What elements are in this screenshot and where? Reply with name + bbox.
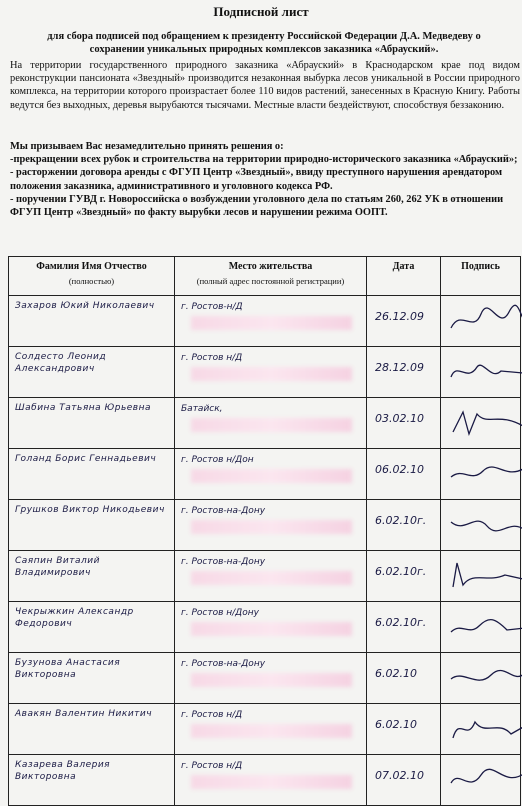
header-address-label: Место жительства — [228, 261, 313, 272]
signer-date: 6.02.10 — [375, 667, 417, 680]
cell-address — [175, 398, 367, 449]
cell-date — [367, 551, 441, 602]
appeal-item-1: -прекращении всех рубок и строительства на территории природно-исторического заказника «Абрауский»; — [10, 154, 518, 166]
table-row — [9, 704, 521, 755]
cell-name — [9, 296, 175, 347]
cell-name — [9, 551, 175, 602]
signer-address: г. Ростов-на-Дону — [181, 506, 266, 516]
redaction-mark — [191, 469, 352, 483]
header-name-label: Фамилия Имя Отчество — [36, 261, 147, 272]
cell-date — [367, 398, 441, 449]
signer-name: Саяпин Виталий Владимирович — [15, 556, 100, 578]
cell-signature — [441, 500, 521, 551]
table-row — [9, 755, 521, 806]
cell-signature — [441, 704, 521, 755]
handwritten-signature — [447, 559, 522, 593]
redaction-mark — [191, 418, 352, 432]
body-paragraph: На территории государственного природного заказника «Абрауский» в Краснодарском крае под видом реконструкции пансионата «Звездный» производится незаконная выбурка лесов уникальной в России природного комплекса, на территории которого произрастает более 110 видов растений, занесенных в Красную Книгу. Работы ведутся без выходных, деревья вырубаются тысячами. Местные власти бездействуют, способствуя беззаконию. — [10, 60, 520, 111]
table-row — [9, 296, 521, 347]
cell-name — [9, 602, 175, 653]
signer-name: Казарева Валерия Викторовна — [15, 760, 111, 782]
signer-name: Шабина Татьяна Юрьевна — [15, 403, 152, 413]
signer-name: Авакян Валентин Никитич — [15, 709, 153, 719]
redaction-mark — [191, 571, 352, 585]
signer-date: 06.02.10 — [375, 463, 424, 476]
handwritten-signature — [447, 406, 522, 440]
signer-date: 6.02.10г. — [375, 616, 427, 629]
header-name-sub: (полностью) — [68, 276, 115, 286]
cell-signature — [441, 449, 521, 500]
cell-name — [9, 347, 175, 398]
document-subtitle — [10, 30, 518, 56]
table-row — [9, 500, 521, 551]
cell-name — [9, 653, 175, 704]
cell-name — [9, 704, 175, 755]
signer-address: г. Ростов н/Дону — [181, 608, 259, 618]
signer-date: 07.02.10 — [375, 769, 424, 782]
cell-name — [9, 398, 175, 449]
appeal-intro: Мы призываем Вас незамедлительно принять решения о: — [10, 141, 284, 152]
appeal-block — [10, 140, 520, 219]
header-signature: Подпись — [441, 257, 521, 296]
signer-date: 6.02.10 — [375, 718, 417, 731]
signer-name: Захаров Юкий Николаевич — [15, 301, 155, 311]
cell-address — [175, 296, 367, 347]
cell-signature — [441, 755, 521, 806]
handwritten-signature — [447, 304, 522, 338]
signer-address: г. Ростов н/Д — [181, 710, 243, 720]
table-row — [9, 551, 521, 602]
cell-address — [175, 704, 367, 755]
signer-address: г. Ростов н/Д — [181, 761, 243, 771]
handwritten-signature — [447, 763, 522, 797]
redaction-mark — [191, 775, 352, 789]
cell-date — [367, 347, 441, 398]
cell-date — [367, 500, 441, 551]
cell-signature — [441, 398, 521, 449]
signer-date: 28.12.09 — [375, 361, 424, 374]
signer-address: г. Ростов н/Д — [181, 353, 243, 363]
header-date: Дата — [367, 257, 441, 296]
cell-name — [9, 755, 175, 806]
cell-date — [367, 449, 441, 500]
appeal-item-2: - расторжении договора аренды с ФГУП Центр «Звездный», ввиду преступного нарушения арендатором положения заказника, административного и уголовного кодекса РФ. — [10, 167, 503, 192]
cell-signature — [441, 602, 521, 653]
signer-name: Голанд Борис Геннадьевич — [15, 454, 157, 464]
signer-address: г. Ростов-на-Дону — [181, 557, 266, 567]
signer-date: 6.02.10г. — [375, 565, 427, 578]
header-address-sub: (полный адрес постоянной регистрации) — [196, 276, 345, 286]
cell-signature — [441, 296, 521, 347]
signer-address: Батайск, — [181, 404, 223, 414]
cell-address — [175, 653, 367, 704]
signer-address: г. Ростов н/Дон — [181, 455, 254, 465]
signer-date: 03.02.10 — [375, 412, 424, 425]
table-row — [9, 653, 521, 704]
redaction-mark — [191, 724, 352, 738]
signer-name: Бузунова Анастасия Викторовна — [15, 658, 121, 680]
handwritten-signature — [447, 355, 522, 389]
signature-table — [8, 256, 521, 806]
table-row — [9, 347, 521, 398]
handwritten-signature — [447, 457, 522, 491]
handwritten-signature — [447, 508, 522, 542]
subtitle-line-2: сохранении уникальных природных комплексов заказника «Абрауский». — [89, 44, 439, 55]
table-row — [9, 398, 521, 449]
signer-name: Грушков Виктор Никодьевич — [15, 505, 165, 515]
redaction-mark — [191, 622, 352, 636]
redaction-mark — [191, 367, 352, 381]
cell-date — [367, 653, 441, 704]
subtitle-line-1: для сбора подписей под обращением к президенту Российской Федерации Д.А. Медведеву о — [47, 31, 481, 42]
redaction-mark — [191, 673, 352, 687]
appeal-item-3: - поручении ГУВД г. Новороссийска о возбуждении уголовного дела по статьям 260, 262 УК в отношении ФГУП Центр «Звездный» по факту вырубки лесов и нарушении режима ООПТ. — [10, 193, 504, 219]
signer-address: г. Ростов-на-Дону — [181, 659, 266, 669]
cell-address — [175, 551, 367, 602]
redaction-mark — [191, 316, 352, 330]
cell-date — [367, 296, 441, 347]
cell-date — [367, 602, 441, 653]
redaction-mark — [191, 520, 352, 534]
cell-signature — [441, 653, 521, 704]
cell-name — [9, 449, 175, 500]
cell-address — [175, 500, 367, 551]
signer-date: 26.12.09 — [375, 310, 424, 323]
cell-date — [367, 755, 441, 806]
signer-date: 6.02.10г. — [375, 514, 427, 527]
table-header-row — [9, 257, 521, 296]
cell-address — [175, 449, 367, 500]
signer-name: Чекрыжкин Александр Федорович — [15, 607, 134, 629]
handwritten-signature — [447, 712, 522, 746]
table-row — [9, 449, 521, 500]
cell-address — [175, 602, 367, 653]
cell-address — [175, 755, 367, 806]
header-address — [175, 257, 367, 296]
document-title: Подписной лист — [213, 4, 309, 19]
header-name — [9, 257, 175, 296]
table-row — [9, 602, 521, 653]
cell-address — [175, 347, 367, 398]
cell-name — [9, 500, 175, 551]
cell-signature — [441, 551, 521, 602]
handwritten-signature — [447, 661, 522, 695]
signer-address: г. Ростов-н/Д — [181, 302, 243, 312]
cell-date — [367, 704, 441, 755]
signer-name: Солдесто Леонид Александрович — [15, 352, 107, 374]
cell-signature — [441, 347, 521, 398]
handwritten-signature — [447, 610, 522, 644]
